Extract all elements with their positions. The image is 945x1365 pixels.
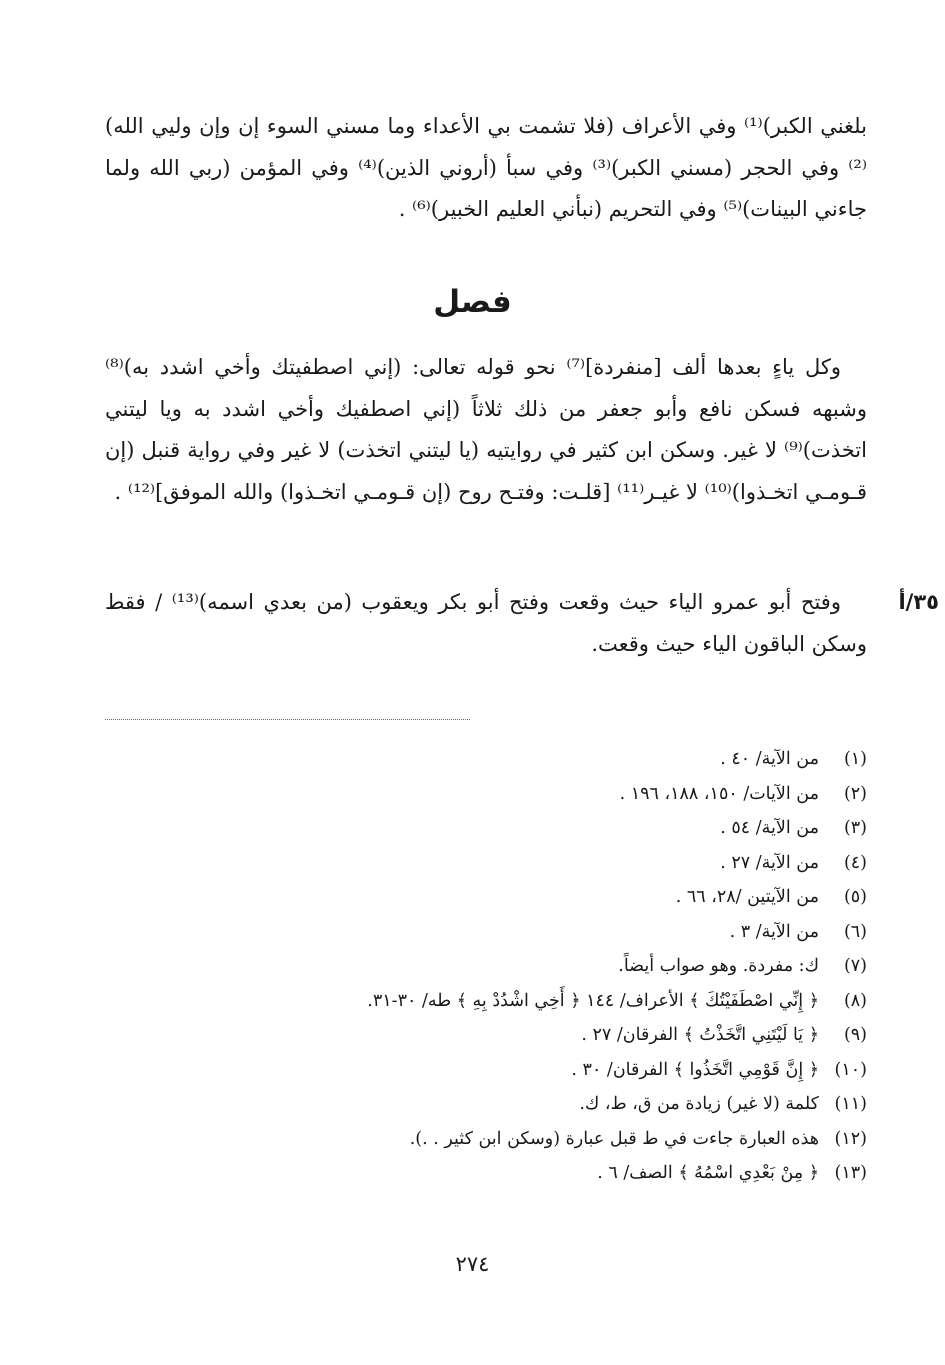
footnote-number: (٥) (843, 887, 867, 907)
footnotes-list (105, 742, 867, 1191)
footnote (105, 1087, 867, 1122)
footnote-number: (٧) (843, 956, 867, 976)
paragraph-fath: وفتح أبو عمرو الياء حيث وقعت وفتح أبو بكر ويعقوب (من بعدي اسمه)⁽¹³⁾ / فقط وسكن الباقون الياء حيث وقعت. (105, 590, 867, 656)
footnote (105, 880, 867, 915)
footnote-text: ﴿ يَا لَيْتَنِي اتَّخَذْتُ ﴾ الفرقان/ ٢٧ . (581, 1025, 819, 1045)
footnote (105, 1018, 867, 1053)
footnote-separator (105, 719, 470, 720)
footnote-number: (٨) (843, 990, 867, 1011)
footnote-number: (١٢) (834, 1128, 867, 1149)
footnote-text: ﴿ إِنِّي اصْطَفَيْتُكَ ﴾ الأعراف/ ١٤٤ ﴿ أَخِي اشْدُدْ بِهِ ﴾ طه/ ٣٠-٣١. (367, 990, 819, 1011)
footnote-number: (١١) (834, 1094, 867, 1114)
footnote (105, 811, 867, 846)
page-number: ٢٧٤ (455, 1252, 490, 1276)
folio-margin-note: ٣٥/أ (898, 590, 939, 614)
footnote (105, 777, 867, 812)
footnote-text: ﴿ مِنْ بَعْدِي اسْمُهُ ﴾ الصف/ ٦ . (597, 1163, 819, 1183)
footnote-text: كلمة (لا غير) زيادة من ق، ط، ك. (579, 1094, 819, 1114)
footnote (105, 742, 867, 777)
footnote-number: (٤) (843, 852, 867, 873)
footnote-number: (١٠) (834, 1059, 867, 1080)
footnote-text: من الآية/ ٤٠ . (720, 749, 819, 769)
footnote (105, 1053, 867, 1088)
footnote-text: من الآية/ ٥٤ . (720, 818, 819, 838)
footnote-text: من الآيتين /٢٨، ٦٦ . (675, 887, 819, 907)
footnote-text: من الآية/ ٢٧ . (720, 852, 819, 873)
footnote-number: (٦) (843, 921, 867, 942)
footnote-text: من الآية/ ٣ . (729, 921, 819, 942)
footnote-text: من الآيات/ ١٥٠، ١٨٨، ١٩٦ . (619, 783, 819, 804)
footnote-number: (٩) (843, 1025, 867, 1045)
section-heading: فصل (433, 284, 512, 320)
footnote (105, 949, 867, 984)
paragraph-fasl: وكل ياءٍ بعدها ألف [منفردة]⁽⁷⁾ نحو قوله تعالى: (إني اصطفيتك وأخي اشدد به)⁽⁸⁾وشبهه فسكن نافع وأبو جعفر من ذلك ثلاثاً (إني اصطفيك وأخي اشدد به ويا ليتني اتخذت)⁽⁹⁾ لا غير. وسكن ابن كثير في روايتيه (يا ليتني اتخذت) لا غير وفي رواية قنبل (إن قـومـي اتخـذوا)⁽¹⁰⁾ لا غيـر⁽¹¹⁾ [قلـت: وفتـح روح (إن قـومـي اتخـذوا) والله الموفق]⁽¹²⁾ . (105, 355, 867, 504)
footnote-text: ﴿ إِنَّ قَوْمِي اتَّخَذُوا ﴾ الفرقان/ ٣٠ . (571, 1059, 819, 1080)
footnote (105, 1122, 867, 1157)
footnote-number: (٢) (843, 783, 867, 804)
footnote-text: ك: مفردة. وهو صواب أيضاً. (618, 956, 819, 976)
footnote (105, 1156, 867, 1191)
footnote (105, 915, 867, 950)
footnote (105, 846, 867, 881)
footnote (105, 984, 867, 1019)
footnote-number: (١) (843, 749, 867, 769)
footnote-number: (١٣) (834, 1163, 867, 1183)
footnote-text: هذه العبارة جاءت في ط قبل عبارة (وسكن ابن كثير . .). (409, 1128, 819, 1149)
paragraph-continuation: بلغني الكبر)⁽¹⁾ وفي الأعراف (فلا تشمت بي الأعداء وما مسني السوء إن وإن وليي الله)⁽²⁾ وفي الحجر (مسني الكبر)⁽³⁾ وفي سبأ (أروني الذين)⁽⁴⁾ وفي المؤمن (ربي الله ولما جاءني البينات)⁽⁵⁾ وفي التحريم (نبأني العليم الخبير)⁽⁶⁾ . (105, 114, 868, 221)
footnote-number: (٣) (843, 818, 867, 838)
